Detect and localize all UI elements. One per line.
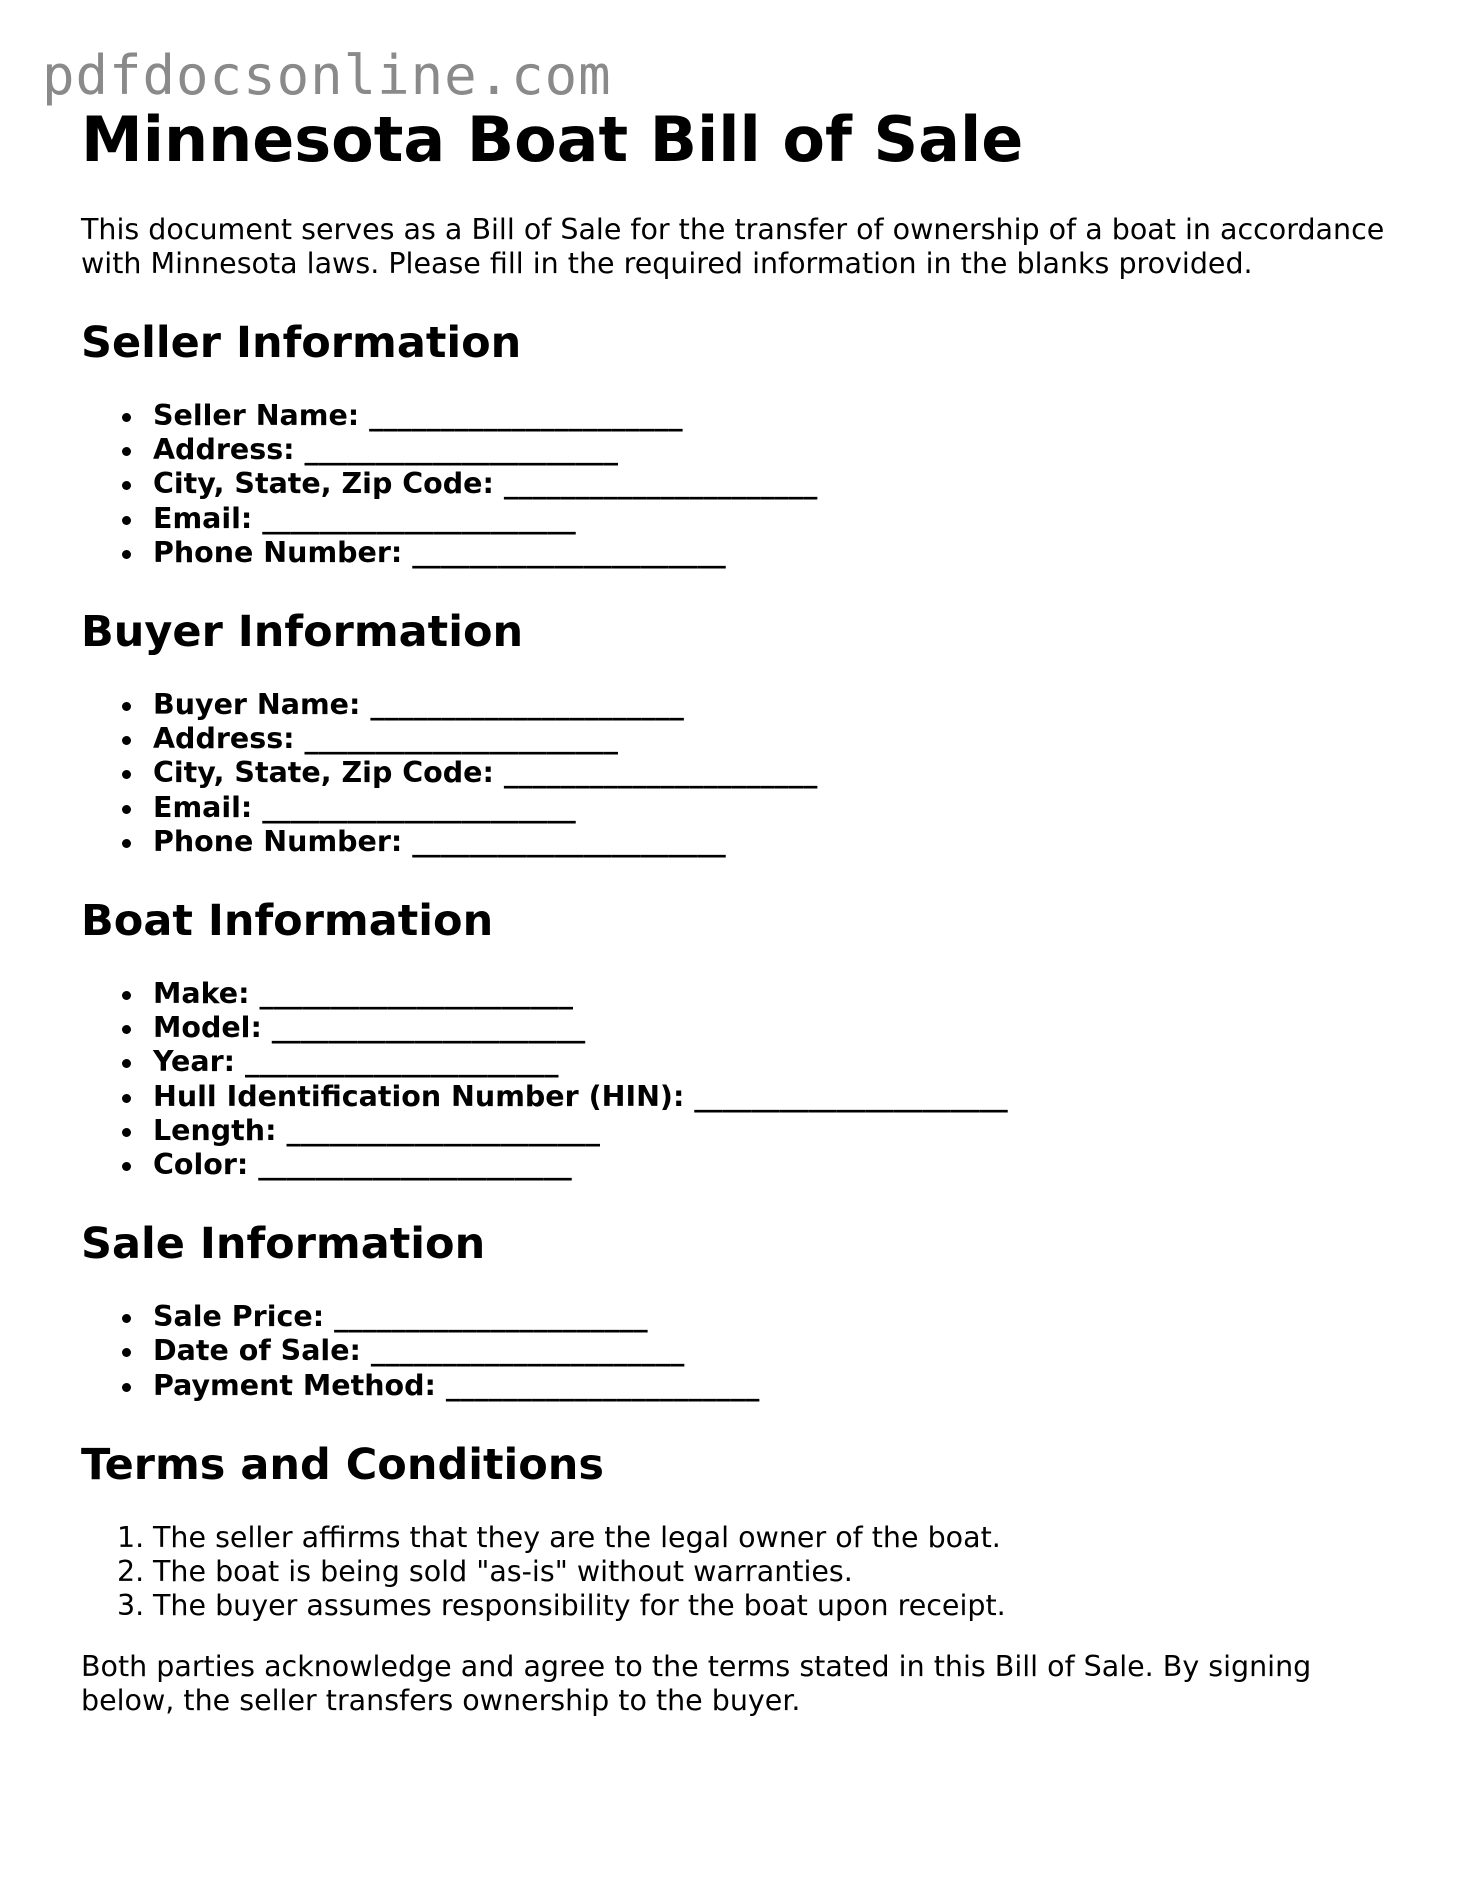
terms-list [81, 1521, 1411, 1624]
field-boat-color [81, 1148, 1411, 1182]
field-label: Email: [153, 501, 253, 535]
field-payment-method [81, 1369, 1411, 1403]
field-label: Color: [153, 1148, 249, 1182]
seller-fields [81, 399, 1411, 570]
boat-heading: Boat Information [81, 896, 494, 947]
field-label: Year: [153, 1045, 236, 1079]
field-seller-address [81, 433, 1411, 467]
field-label: Payment Method: [153, 1368, 436, 1402]
field-blank[interactable]: ______________________ [503, 467, 818, 501]
document-title: Minnesota Boat Bill of Sale [81, 103, 1024, 176]
term-number: 1. [117, 1520, 145, 1554]
field-blank[interactable]: ______________________ [412, 535, 726, 569]
field-blank[interactable]: ______________________ [304, 433, 619, 467]
field-label: Date of Sale: [153, 1334, 361, 1368]
term-text: The boat is being sold "as-is" without warranties. [153, 1555, 853, 1589]
field-label: Seller Name: [153, 399, 360, 432]
field-seller-city-state-zip [81, 467, 1411, 501]
field-seller-email [81, 502, 1411, 536]
field-label: Length: [153, 1113, 277, 1147]
field-blank[interactable]: ______________________ [370, 1334, 685, 1368]
field-blank[interactable]: ______________________ [258, 1148, 572, 1182]
field-blank[interactable]: ______________________ [262, 790, 576, 824]
field-blank[interactable]: ______________________ [244, 1045, 559, 1079]
sale-section [81, 1218, 1411, 1403]
sale-fields [81, 1300, 1411, 1403]
term-text: The buyer assumes responsibility for the boat upon receipt. [153, 1589, 1006, 1623]
field-blank[interactable]: ______________________ [412, 824, 726, 858]
term-number: 3. [117, 1589, 145, 1623]
field-sale-date [81, 1334, 1411, 1368]
field-blank[interactable]: ______________________ [370, 688, 684, 722]
field-buyer-name [81, 688, 1411, 722]
boat-fields [81, 977, 1411, 1182]
field-label: City, State, Zip Code: [153, 756, 494, 790]
field-blank[interactable]: ______________________ [503, 756, 818, 790]
field-buyer-address [81, 722, 1411, 756]
field-label: Address: [153, 433, 295, 467]
field-seller-name [81, 399, 1411, 433]
field-sale-price [81, 1300, 1411, 1334]
field-label: Model: [153, 1011, 262, 1045]
field-buyer-city-state-zip [81, 756, 1411, 790]
field-label: City, State, Zip Code: [153, 467, 494, 501]
field-seller-phone [81, 536, 1411, 570]
term-item [81, 1521, 1411, 1555]
field-label: Buyer Name: [153, 688, 361, 722]
buyer-fields [81, 688, 1411, 859]
field-label: Make: [153, 977, 250, 1011]
term-text: The seller affirms that they are the legal owner of the boat. [153, 1520, 1001, 1554]
term-number: 2. [117, 1555, 145, 1589]
closing-paragraph: Both parties acknowledge and agree to the terms stated in this Bill of Sale. By signing below, the seller transfers ownership to the buyer. [81, 1650, 1312, 1718]
field-blank[interactable]: ______________________ [369, 399, 683, 432]
field-boat-make [81, 977, 1411, 1011]
document-body [81, 104, 1411, 1718]
terms-heading: Terms and Conditions [81, 1439, 605, 1490]
field-blank[interactable]: ______________________ [286, 1113, 600, 1147]
seller-heading: Seller Information [81, 318, 522, 368]
terms-section [81, 1439, 1411, 1624]
field-label: Hull Identification Number (HIN): [153, 1079, 685, 1113]
field-label: Sale Price: [153, 1300, 325, 1334]
field-label: Address: [153, 722, 295, 756]
field-buyer-email [81, 791, 1411, 825]
field-buyer-phone [81, 825, 1411, 859]
field-blank[interactable]: ______________________ [445, 1368, 760, 1402]
boat-section [81, 895, 1411, 1182]
field-boat-year [81, 1045, 1411, 1079]
field-blank[interactable]: ______________________ [334, 1300, 648, 1334]
buyer-section [81, 606, 1411, 859]
buyer-heading: Buyer Information [81, 607, 524, 658]
field-label: Phone Number: [153, 824, 403, 858]
watermark: pdfdocsonline.com [42, 44, 612, 107]
field-boat-hin [81, 1080, 1411, 1114]
seller-section [81, 317, 1411, 570]
field-blank[interactable]: ______________________ [694, 1079, 1008, 1113]
intro-paragraph: This document serves as a Bill of Sale for the transfer of ownership of a boat in accordance with Minnesota laws. Please fill in the required information in the blanks provided. [81, 213, 1385, 280]
field-blank[interactable]: ______________________ [262, 501, 576, 535]
term-item [81, 1555, 1411, 1589]
field-label: Phone Number: [153, 535, 403, 569]
sale-heading: Sale Information [81, 1219, 486, 1270]
field-boat-length [81, 1114, 1411, 1148]
term-item [81, 1589, 1411, 1623]
field-label: Email: [153, 790, 253, 824]
field-blank[interactable]: ______________________ [259, 977, 573, 1011]
field-boat-model [81, 1011, 1411, 1045]
field-blank[interactable]: ______________________ [304, 722, 619, 756]
field-blank[interactable]: ______________________ [271, 1011, 586, 1045]
